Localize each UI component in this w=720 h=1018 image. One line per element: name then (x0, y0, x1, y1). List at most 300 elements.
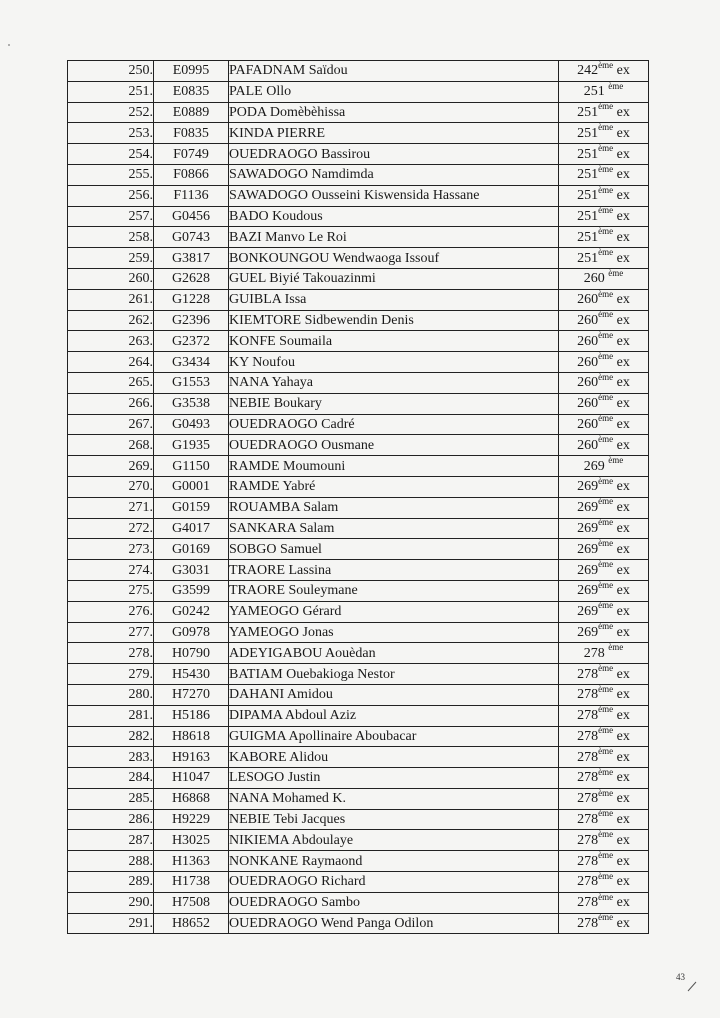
row-number: 273. (68, 539, 154, 560)
table-row (68, 518, 649, 539)
rank-suffix: ex (613, 832, 630, 848)
rank-value: 251 (577, 146, 599, 162)
rank-ordinal: ème (598, 247, 614, 257)
row-number: 284. (68, 768, 154, 789)
rank-suffix: ex (613, 63, 630, 79)
candidate-name: OUEDRAOGO Sambo (229, 892, 559, 913)
rank-ordinal: ème (608, 642, 624, 653)
table-row (68, 123, 649, 144)
row-number: 271. (68, 497, 154, 518)
candidate-name: GUIGMA Apollinaire Aboubacar (229, 726, 559, 747)
rank-value: 278 (577, 791, 599, 807)
rank-ordinal: ème (598, 746, 614, 757)
candidate-name: KABORE Alidou (229, 747, 559, 768)
rank-suffix: ex (613, 853, 630, 869)
table-row (68, 435, 649, 456)
rank-ordinal: ème (598, 809, 614, 819)
rank-ordinal: ème (598, 476, 614, 486)
rank-ordinal: ème (598, 102, 614, 112)
candidate-rank (559, 372, 649, 393)
rank-value: 269 (577, 500, 599, 516)
rank-ordinal: ème (598, 351, 614, 361)
rank-ordinal: ème (598, 871, 614, 881)
rank-value: 269 (577, 541, 599, 557)
rank-value: 251 (577, 208, 599, 224)
row-number: 263. (68, 331, 154, 352)
candidate-name: LESOGO Justin (229, 768, 559, 789)
candidate-rank (559, 331, 649, 352)
rank-ordinal: ème (598, 663, 614, 673)
candidate-rank (559, 705, 649, 726)
candidate-name: BADO Koudous (229, 206, 559, 227)
rank-suffix: ex (613, 812, 630, 828)
candidate-code: G1935 (154, 435, 229, 456)
rank-value: 260 (577, 312, 599, 328)
candidate-rank (559, 206, 649, 227)
rank-ordinal: ème (598, 206, 614, 216)
row-number: 269. (68, 456, 154, 477)
row-number: 278. (68, 643, 154, 664)
row-number: 252. (68, 102, 154, 123)
table-row (68, 497, 649, 518)
table-row (68, 393, 649, 414)
table-row (68, 102, 649, 123)
table-row (68, 227, 649, 248)
candidate-rank (559, 809, 649, 830)
candidate-code: G1553 (154, 372, 229, 393)
table-row (68, 872, 649, 893)
rank-ordinal: ème (598, 580, 614, 590)
table-row (68, 601, 649, 622)
table-row (68, 580, 649, 601)
candidate-code: F1136 (154, 185, 229, 206)
candidate-code: G3538 (154, 393, 229, 414)
rank-ordinal: ème (598, 310, 614, 320)
candidate-name: SAWADOGO Namdimda (229, 164, 559, 185)
row-number: 262. (68, 310, 154, 331)
rank-suffix: ex (613, 749, 630, 765)
rank-value: 278 (577, 895, 599, 911)
rank-suffix: ex (613, 479, 630, 495)
candidate-code: G0001 (154, 476, 229, 497)
rank-ordinal: ème (598, 330, 614, 341)
candidate-rank (559, 227, 649, 248)
table-row (68, 268, 649, 289)
rank-ordinal: ème (598, 705, 614, 715)
rank-suffix: ex (613, 437, 630, 453)
candidate-rank (559, 788, 649, 809)
candidate-code: G2396 (154, 310, 229, 331)
page-number: 43 (676, 972, 685, 982)
candidate-rank (559, 497, 649, 518)
table-row (68, 539, 649, 560)
row-number: 280. (68, 684, 154, 705)
candidate-code: G0169 (154, 539, 229, 560)
rank-value: 251 (577, 229, 599, 245)
candidate-name: DAHANI Amidou (229, 684, 559, 705)
row-number: 283. (68, 747, 154, 768)
candidate-code: F0866 (154, 164, 229, 185)
rank-ordinal: ème (598, 829, 614, 840)
rank-value: 269 (577, 583, 599, 599)
table-row (68, 892, 649, 913)
candidate-rank (559, 913, 649, 934)
candidate-name: OUEDRAOGO Bassirou (229, 144, 559, 165)
rank-ordinal: ème (598, 497, 614, 507)
candidate-code: H5430 (154, 664, 229, 685)
candidate-name: BAZI Manvo Le Roi (229, 227, 559, 248)
rank-value: 260 (577, 396, 599, 412)
candidate-code: G2628 (154, 268, 229, 289)
candidate-code: E0995 (154, 61, 229, 82)
candidate-rank (559, 747, 649, 768)
candidate-name: OUEDRAOGO Wend Panga Odilon (229, 913, 559, 934)
row-number: 276. (68, 601, 154, 622)
candidate-code: G1150 (154, 456, 229, 477)
rank-suffix: ex (613, 916, 630, 932)
rank-suffix: ex (613, 666, 630, 682)
rank-value: 260 (577, 292, 599, 308)
row-number: 275. (68, 580, 154, 601)
rank-ordinal: ème (598, 164, 614, 174)
candidate-name: DIPAMA Abdoul Aziz (229, 705, 559, 726)
row-number: 279. (68, 664, 154, 685)
candidate-rank (559, 393, 649, 414)
candidate-rank (559, 768, 649, 789)
candidate-code: G3817 (154, 248, 229, 269)
rank-ordinal: ème (598, 913, 614, 923)
candidate-rank (559, 580, 649, 601)
rank-suffix: ex (613, 416, 630, 432)
candidate-rank (559, 185, 649, 206)
candidate-name: PODA Domèbèhissa (229, 102, 559, 123)
rank-ordinal: ème (598, 372, 614, 382)
rank-suffix: ex (613, 728, 630, 744)
row-number: 255. (68, 164, 154, 185)
rank-ordinal: ème (598, 601, 614, 611)
rank-suffix: ex (613, 146, 630, 162)
row-number: 258. (68, 227, 154, 248)
rank-value: 251 (583, 84, 609, 100)
table-row (68, 456, 649, 477)
row-number: 253. (68, 123, 154, 144)
rank-ordinal: ème (598, 60, 614, 70)
candidate-name: YAMEOGO Gérard (229, 601, 559, 622)
rank-suffix: ex (613, 895, 630, 911)
rank-ordinal: ème (608, 81, 624, 91)
rank-value: 251 (577, 167, 599, 183)
rank-value: 278 (577, 666, 599, 682)
candidate-code: F0835 (154, 123, 229, 144)
rank-suffix: ex (613, 791, 630, 807)
row-number: 266. (68, 393, 154, 414)
results-table (67, 60, 649, 934)
candidate-rank (559, 684, 649, 705)
rank-suffix: ex (613, 375, 630, 391)
candidate-name: NIKIEMA Abdoulaye (229, 830, 559, 851)
candidate-code: H7270 (154, 684, 229, 705)
rank-suffix: ex (613, 687, 630, 703)
candidate-code: H8618 (154, 726, 229, 747)
candidate-rank (559, 144, 649, 165)
candidate-rank (559, 664, 649, 685)
rank-ordinal: ème (598, 788, 614, 798)
table-row (68, 768, 649, 789)
candidate-code: F0749 (154, 144, 229, 165)
rank-value: 278 (577, 687, 599, 703)
candidate-name: YAMEOGO Jonas (229, 622, 559, 643)
rank-suffix: ex (613, 541, 630, 557)
candidate-code: G0493 (154, 414, 229, 435)
row-number: 257. (68, 206, 154, 227)
candidate-name: RAMDE Yabré (229, 476, 559, 497)
candidate-name: GUEL Biyié Takouazinmi (229, 268, 559, 289)
candidate-rank (559, 476, 649, 497)
table-row (68, 913, 649, 934)
candidate-name: RAMDE Moumouni (229, 456, 559, 477)
rank-ordinal: ème (598, 414, 614, 424)
row-number: 289. (68, 872, 154, 893)
candidate-rank (559, 102, 649, 123)
candidate-name: OUEDRAOGO Richard (229, 872, 559, 893)
rank-value: 251 (577, 188, 599, 204)
candidate-rank (559, 310, 649, 331)
row-number: 268. (68, 435, 154, 456)
candidate-rank (559, 872, 649, 893)
rank-ordinal: ème (608, 455, 624, 465)
rank-value: 242 (577, 63, 599, 79)
table-row (68, 643, 649, 664)
rank-suffix: ex (613, 708, 630, 724)
rank-value: 269 (577, 604, 599, 620)
table-row (68, 705, 649, 726)
candidate-name: PAFADNAM Saïdou (229, 61, 559, 82)
table-row (68, 684, 649, 705)
results-table-body (68, 61, 649, 934)
candidate-rank (559, 61, 649, 82)
row-number: 265. (68, 372, 154, 393)
rank-suffix: ex (613, 520, 630, 536)
rank-suffix: ex (613, 624, 630, 640)
candidate-rank (559, 248, 649, 269)
row-number: 251. (68, 81, 154, 102)
rank-value: 278 (583, 645, 609, 661)
candidate-name: KINDA PIERRE (229, 123, 559, 144)
rank-ordinal: ème (598, 850, 614, 861)
rank-value: 251 (577, 104, 599, 120)
table-row (68, 185, 649, 206)
row-number: 260. (68, 268, 154, 289)
table-row (68, 206, 649, 227)
candidate-rank (559, 518, 649, 539)
rank-ordinal: ème (608, 268, 624, 278)
candidate-code: H8652 (154, 913, 229, 934)
candidate-code: G3434 (154, 352, 229, 373)
rank-ordinal: ème (598, 185, 614, 195)
candidate-code: G1228 (154, 289, 229, 310)
candidate-code: G4017 (154, 518, 229, 539)
row-number: 261. (68, 289, 154, 310)
table-row (68, 352, 649, 373)
rank-suffix: ex (613, 125, 630, 141)
table-row (68, 664, 649, 685)
rank-suffix: ex (613, 167, 630, 183)
table-row (68, 164, 649, 185)
candidate-name: PALE Ollo (229, 81, 559, 102)
row-number: 274. (68, 560, 154, 581)
candidate-code: G0456 (154, 206, 229, 227)
rank-value: 278 (577, 770, 599, 786)
candidate-name: ADEYIGABOU Aouèdan (229, 643, 559, 664)
row-number: 281. (68, 705, 154, 726)
rank-suffix: ex (613, 188, 630, 204)
rank-ordinal: ème (598, 226, 614, 237)
rank-suffix: ex (613, 229, 630, 245)
rank-value: 260 (577, 333, 599, 349)
candidate-rank (559, 601, 649, 622)
candidate-rank (559, 435, 649, 456)
rank-value: 260 (577, 375, 599, 391)
rank-ordinal: ème (598, 538, 614, 549)
candidate-code: H5186 (154, 705, 229, 726)
rank-value: 278 (577, 874, 599, 890)
row-number: 272. (68, 518, 154, 539)
candidate-rank (559, 560, 649, 581)
table-row (68, 788, 649, 809)
table-row (68, 476, 649, 497)
rank-value: 278 (577, 916, 599, 932)
candidate-name: TRAORE Lassina (229, 560, 559, 581)
candidate-rank (559, 726, 649, 747)
row-number: 256. (68, 185, 154, 206)
rank-value: 278 (577, 812, 599, 828)
rank-ordinal: ème (598, 559, 614, 569)
row-number: 267. (68, 414, 154, 435)
rank-ordinal: ème (598, 726, 614, 736)
rank-suffix: ex (613, 292, 630, 308)
candidate-name: NANA Mohamed K. (229, 788, 559, 809)
rank-value: 278 (577, 853, 599, 869)
rank-suffix: ex (613, 104, 630, 120)
rank-value: 269 (583, 458, 609, 474)
row-number: 288. (68, 851, 154, 872)
candidate-code: G0159 (154, 497, 229, 518)
rank-value: 260 (583, 271, 609, 287)
candidate-code: H7508 (154, 892, 229, 913)
initial-mark-icon (686, 980, 698, 992)
candidate-name: GUIBLA Issa (229, 289, 559, 310)
table-row (68, 144, 649, 165)
rank-ordinal: ème (598, 143, 614, 153)
rank-ordinal: ème (598, 622, 614, 632)
row-number: 270. (68, 476, 154, 497)
row-number: 259. (68, 248, 154, 269)
candidate-code: H1363 (154, 851, 229, 872)
candidate-code: H9163 (154, 747, 229, 768)
table-row (68, 414, 649, 435)
rank-value: 260 (577, 416, 599, 432)
rank-ordinal: ème (598, 892, 614, 902)
candidate-name: OUEDRAOGO Ousmane (229, 435, 559, 456)
rank-value: 260 (577, 437, 599, 453)
candidate-rank (559, 830, 649, 851)
candidate-code: H9229 (154, 809, 229, 830)
table-row (68, 331, 649, 352)
candidate-code: H3025 (154, 830, 229, 851)
row-number: 285. (68, 788, 154, 809)
table-row (68, 809, 649, 830)
candidate-code: G3031 (154, 560, 229, 581)
row-number: 287. (68, 830, 154, 851)
candidate-code: H6868 (154, 788, 229, 809)
row-number: 291. (68, 913, 154, 934)
candidate-code: G3599 (154, 580, 229, 601)
candidate-rank (559, 539, 649, 560)
candidate-rank (559, 268, 649, 289)
rank-ordinal: ème (598, 684, 614, 694)
candidate-rank (559, 643, 649, 664)
table-row (68, 726, 649, 747)
table-row (68, 830, 649, 851)
candidate-name: BATIAM Ouebakioga Nestor (229, 664, 559, 685)
rank-ordinal: ème (598, 122, 614, 133)
candidate-rank (559, 414, 649, 435)
table-row (68, 61, 649, 82)
candidate-name: KONFE Soumaila (229, 331, 559, 352)
rank-ordinal: ème (598, 434, 614, 445)
candidate-name: NONKANE Raymaond (229, 851, 559, 872)
candidate-rank (559, 164, 649, 185)
rank-suffix: ex (613, 396, 630, 412)
candidate-code: G0242 (154, 601, 229, 622)
candidate-rank (559, 851, 649, 872)
candidate-name: NEBIE Tebi Jacques (229, 809, 559, 830)
candidate-name: ROUAMBA Salam (229, 497, 559, 518)
rank-suffix: ex (613, 208, 630, 224)
rank-ordinal: ème (598, 393, 614, 403)
candidate-name: SANKARA Salam (229, 518, 559, 539)
rank-suffix: ex (613, 874, 630, 890)
rank-value: 269 (577, 624, 599, 640)
candidate-rank (559, 123, 649, 144)
row-number: 254. (68, 144, 154, 165)
rank-ordinal: ème (598, 767, 614, 777)
candidate-code: G0978 (154, 622, 229, 643)
row-number: 277. (68, 622, 154, 643)
candidate-name: TRAORE Souleymane (229, 580, 559, 601)
rank-value: 251 (577, 250, 599, 266)
candidate-name: NANA Yahaya (229, 372, 559, 393)
candidate-code: G2372 (154, 331, 229, 352)
rank-value: 269 (577, 479, 599, 495)
rank-suffix: ex (613, 354, 630, 370)
rank-ordinal: ème (598, 289, 614, 299)
row-number: 282. (68, 726, 154, 747)
candidate-rank (559, 622, 649, 643)
candidate-name: SOBGO Samuel (229, 539, 559, 560)
rank-value: 269 (577, 520, 599, 536)
candidate-name: NEBIE Boukary (229, 393, 559, 414)
candidate-rank (559, 892, 649, 913)
scan-speck (8, 44, 10, 46)
rank-suffix: ex (613, 562, 630, 578)
rank-value: 278 (577, 728, 599, 744)
rank-value: 278 (577, 832, 599, 848)
rank-suffix: ex (613, 604, 630, 620)
rank-suffix: ex (613, 250, 630, 266)
candidate-code: G0743 (154, 227, 229, 248)
rank-value: 260 (577, 354, 599, 370)
